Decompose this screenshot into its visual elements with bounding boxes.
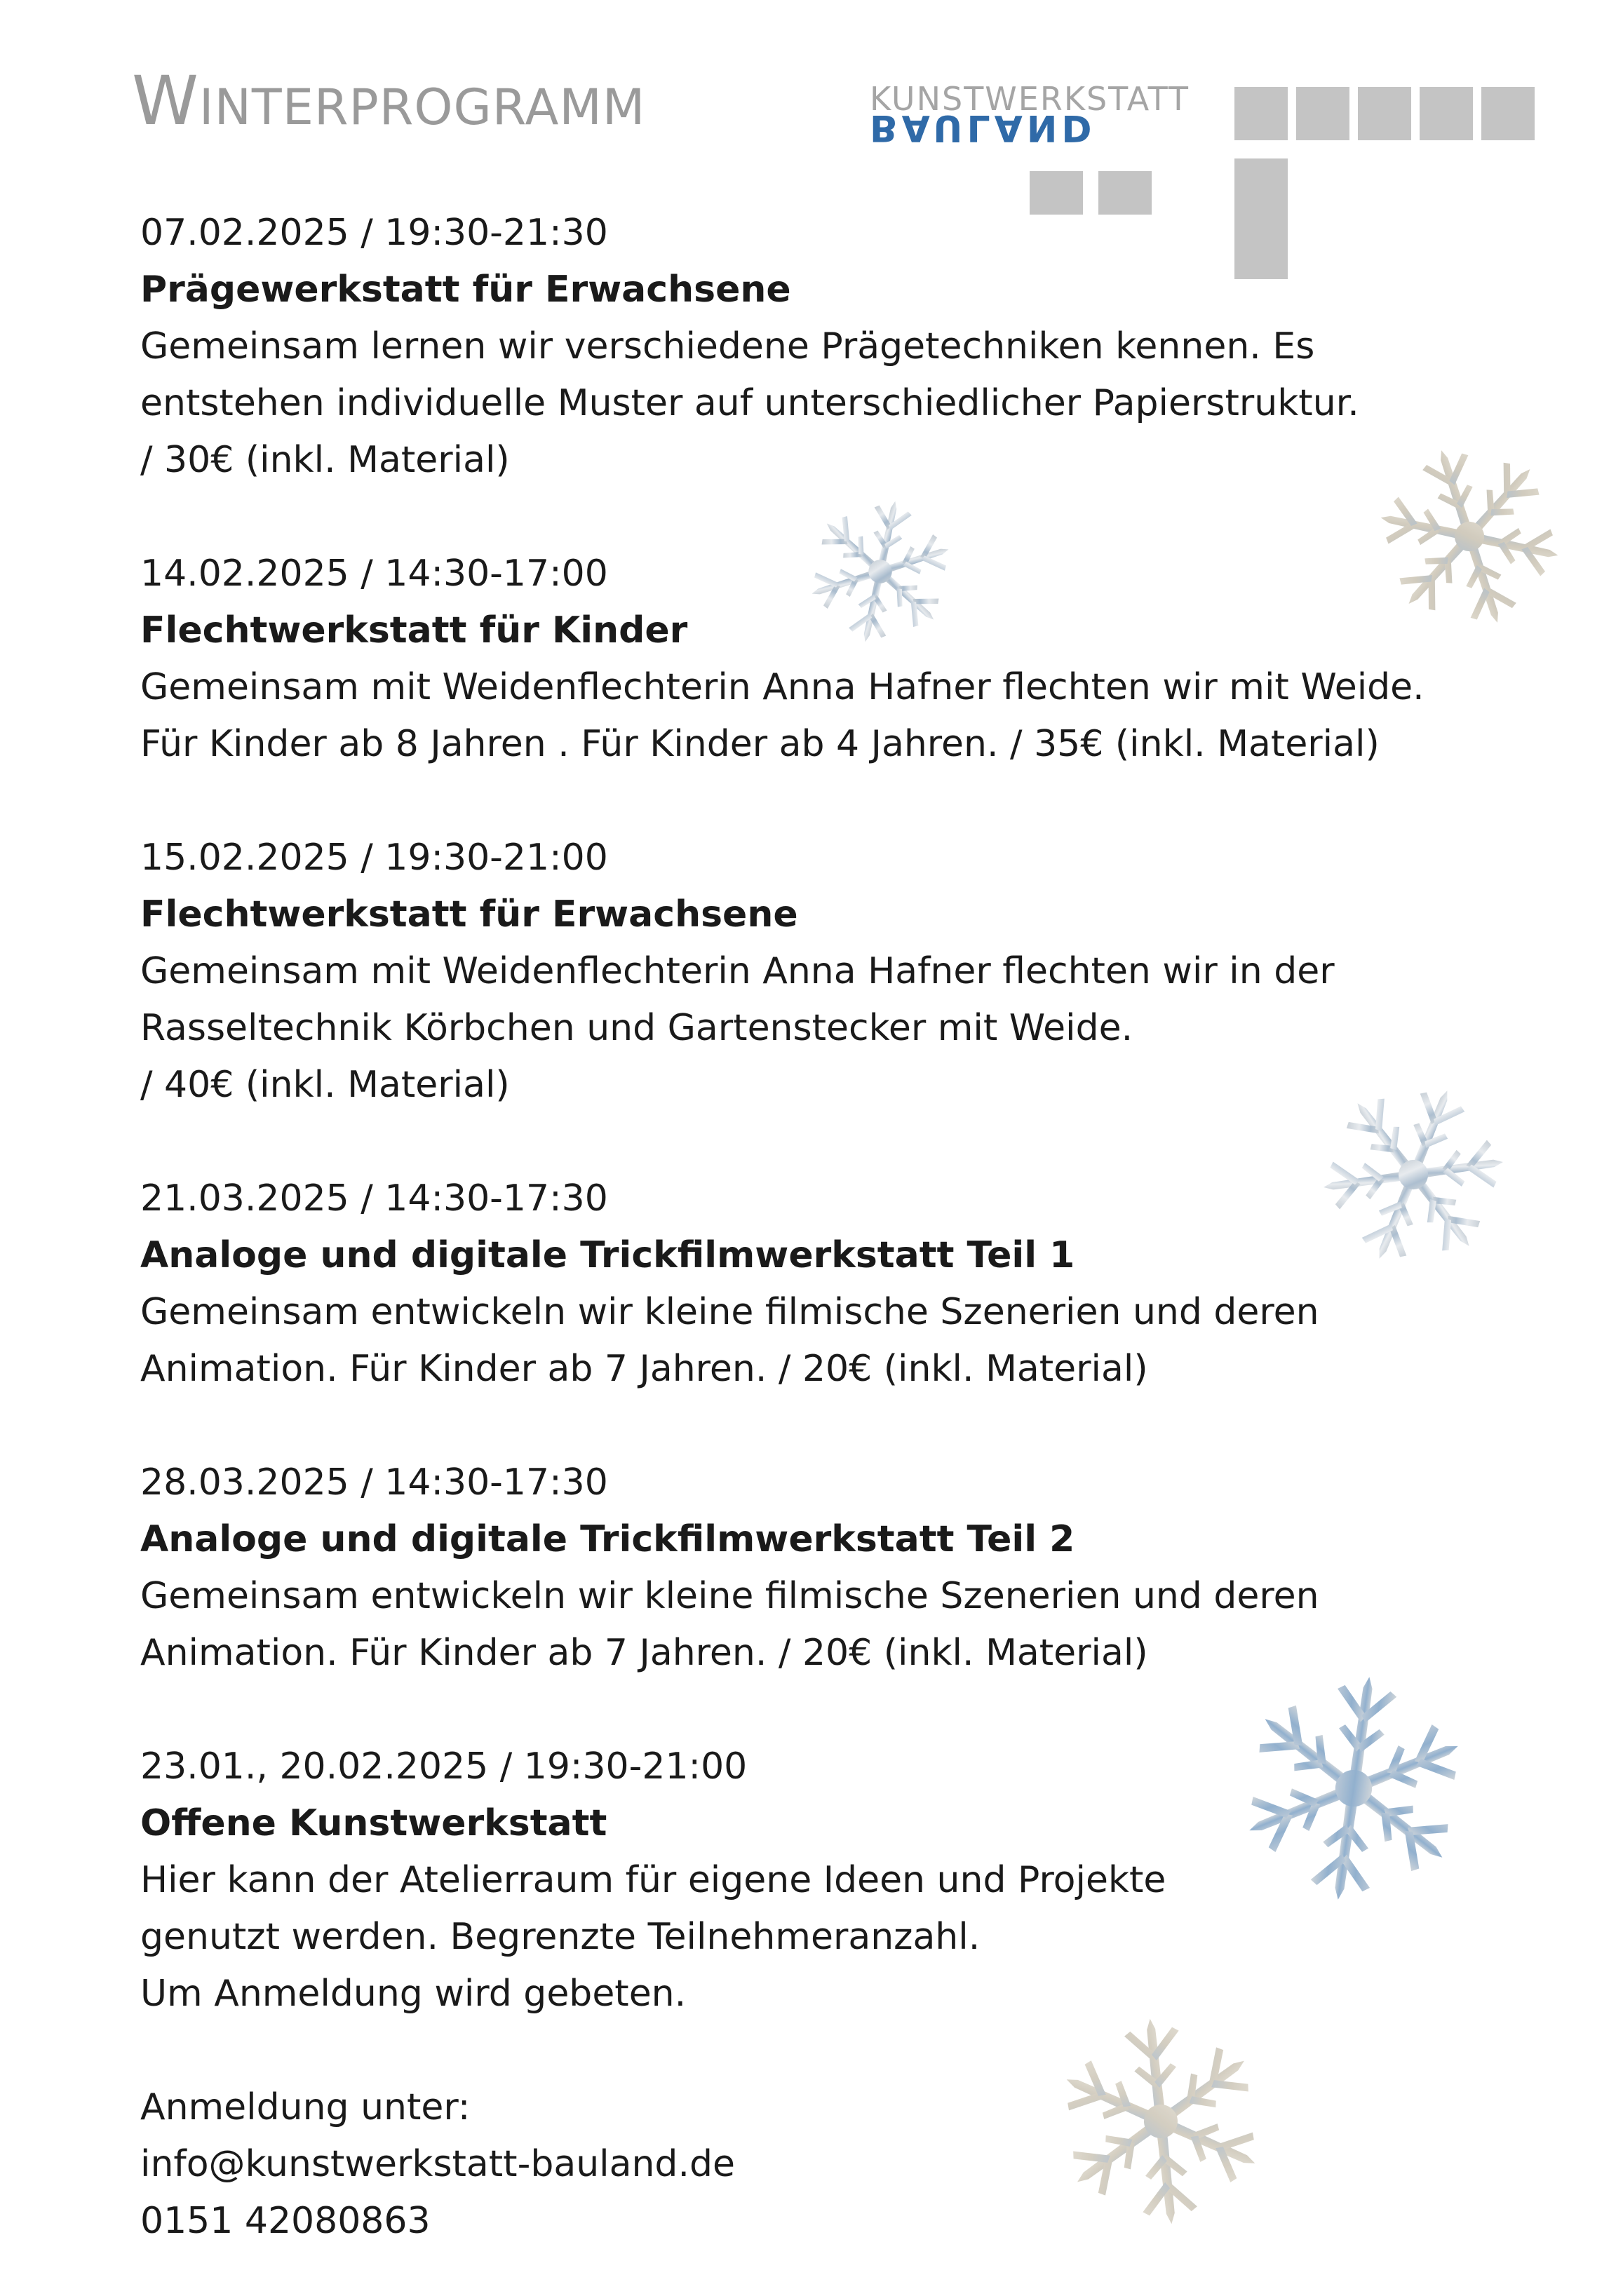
event-description-line: Hier kann der Atelierraum für eigene Ideen und Projekte — [140, 1859, 1166, 1901]
event-description-line: Gemeinsam mit Weidenflechterin Anna Hafner flechten wir in der — [140, 950, 1335, 992]
event-5 — [140, 1454, 1543, 1682]
contact-email[interactable]: info@kunstwerkstatt-bauland.de — [140, 2143, 735, 2185]
snowflake-icon — [1312, 1073, 1515, 1276]
logo-block — [1481, 87, 1535, 140]
page-title — [132, 62, 646, 140]
logo-block — [1420, 87, 1473, 140]
event-description-line: Gemeinsam entwickeln wir kleine filmische Szenerien und deren — [140, 1575, 1319, 1617]
event-description-line: Animation. Für Kinder ab 7 Jahren. / 20€ (inkl. Material) — [140, 1348, 1148, 1390]
event-title: Flechtwerkstatt für Erwachsene — [140, 893, 798, 936]
event-description-line: Gemeinsam lernen wir verschiedene Prägetechniken kennen. Es — [140, 325, 1315, 367]
title-initial: W — [132, 62, 199, 140]
event-title: Offene Kunstwerkstatt — [140, 1802, 607, 1844]
snowflake-icon — [1045, 2006, 1277, 2237]
event-datetime: 23.01., 20.02.2025 / 19:30-21:00 — [140, 1745, 748, 1788]
contact-block — [140, 2079, 1543, 2250]
logo-block — [1296, 87, 1349, 140]
event-title: Prägewerkstatt für Erwachsene — [140, 269, 791, 311]
event-description-line: Für Kinder ab 8 Jahren . Für Kinder ab 4 Jahren. / 35€ (inkl. Material) — [140, 723, 1380, 765]
event-description-line: Um Anmeldung wird gebeten. — [140, 1973, 687, 2015]
event-datetime: 15.02.2025 / 19:30-21:00 — [140, 837, 608, 879]
event-3 — [140, 830, 1543, 1114]
contact-label: Anmeldung unter: — [140, 2086, 471, 2128]
snowflake-icon — [1227, 1662, 1480, 1915]
event-description-line: Rasseltechnik Körbchen und Gartenstecker mit Weide. — [140, 1007, 1133, 1049]
event-description-line: genutzt werden. Begrenzte Teilnehmeranzahl. — [140, 1916, 981, 1958]
event-datetime: 28.03.2025 / 14:30-17:30 — [140, 1461, 608, 1504]
snowflake-icon — [800, 491, 961, 652]
event-1 — [140, 205, 1543, 489]
logo-line-1: KUNSTWERKSTATT — [870, 80, 1190, 118]
event-title: Analoge und digitale Trickfilmwerkstatt Teil 1 — [140, 1234, 1075, 1276]
event-title: Flechtwerkstatt für Kinder — [140, 609, 688, 651]
logo-block — [1358, 87, 1411, 140]
title-rest: INTERPROGRAMM — [198, 79, 646, 136]
logo-line-2: BAULAND — [870, 107, 1096, 149]
event-price: / 40€ (inkl. Material) — [140, 1064, 510, 1106]
event-description-line: Animation. Für Kinder ab 7 Jahren. / 20€ (inkl. Material) — [140, 1632, 1148, 1674]
event-datetime: 07.02.2025 / 19:30-21:30 — [140, 212, 608, 254]
event-title: Analoge und digitale Trickfilmwerkstatt Teil 2 — [140, 1518, 1075, 1560]
event-description-line: entstehen individuelle Muster auf unterschiedlicher Papierstruktur. — [140, 382, 1359, 424]
event-datetime: 14.02.2025 / 14:30-17:00 — [140, 553, 608, 595]
logo-block — [1234, 87, 1288, 140]
contact-phone[interactable]: 0151 42080863 — [140, 2200, 431, 2242]
event-description-line: Gemeinsam mit Weidenflechterin Anna Hafner flechten wir mit Weide. — [140, 666, 1425, 708]
snowflake-icon — [1368, 435, 1571, 638]
event-price: / 30€ (inkl. Material) — [140, 439, 510, 481]
event-datetime: 21.03.2025 / 14:30-17:30 — [140, 1177, 608, 1220]
event-description-line: Gemeinsam entwickeln wir kleine filmische Szenerien und deren — [140, 1291, 1319, 1333]
